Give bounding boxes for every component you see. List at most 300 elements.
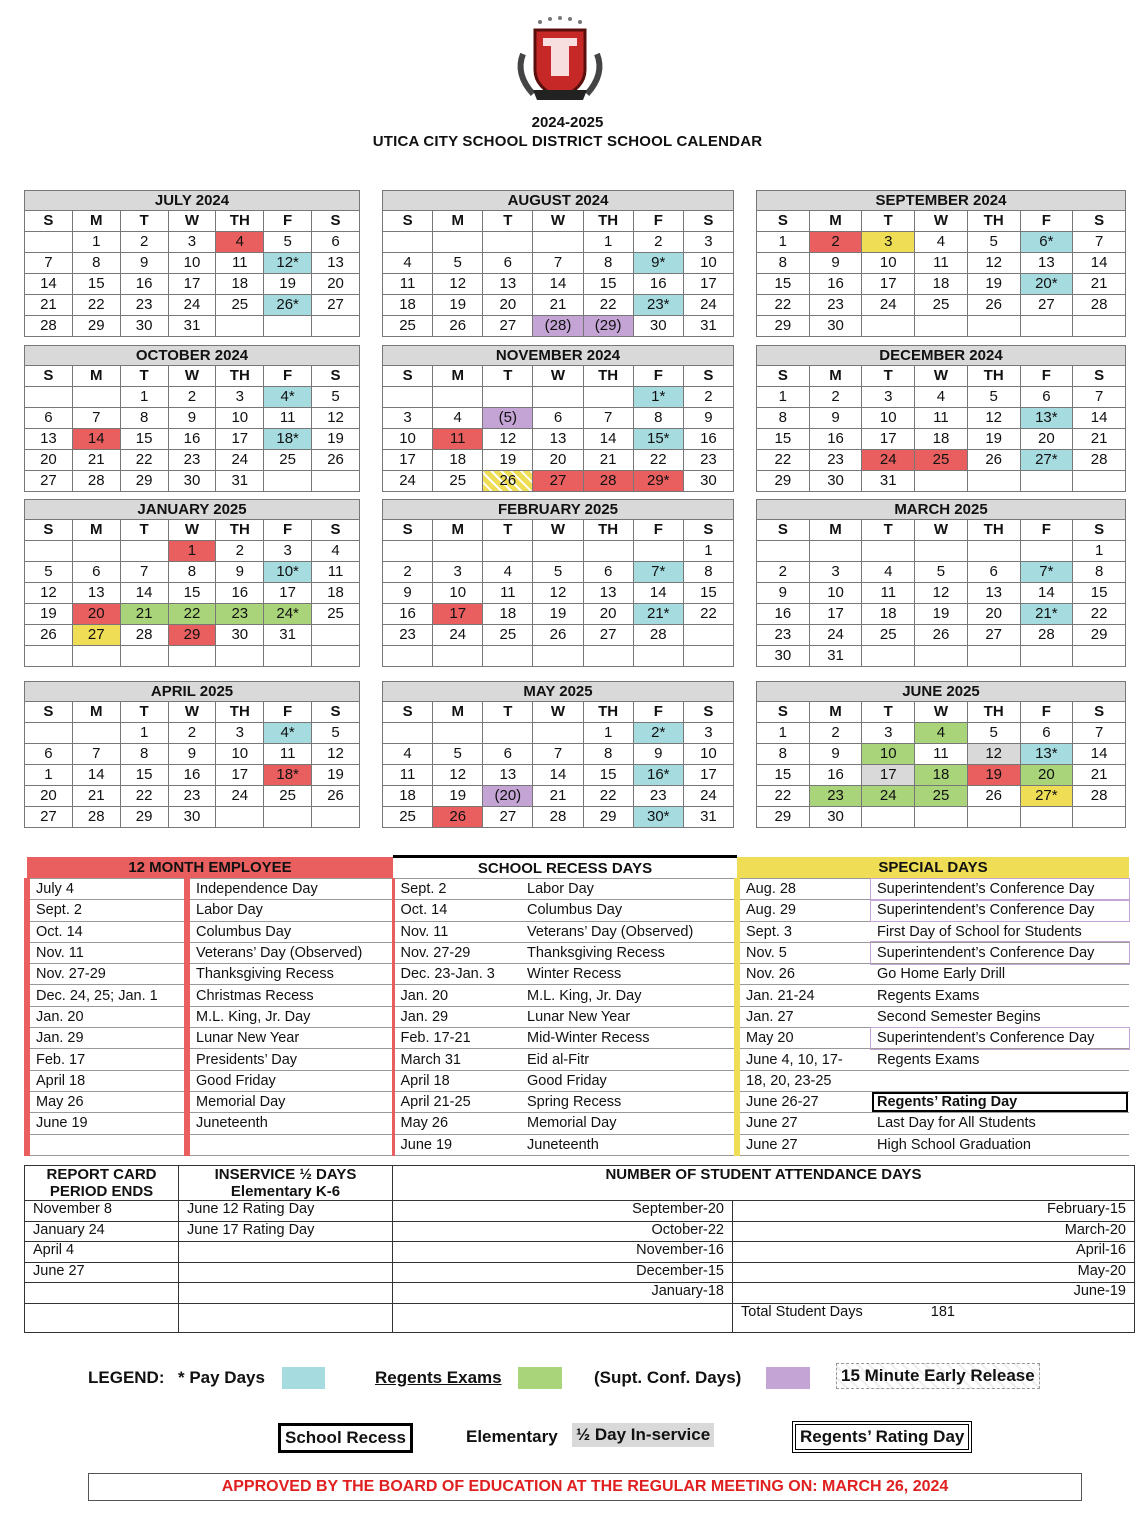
calendar-day: 23	[383, 625, 433, 646]
inservice-day: June 12 Rating Day	[179, 1201, 393, 1222]
attendance-month: January-18	[393, 1283, 733, 1304]
calendar-day: 6*	[1020, 232, 1073, 253]
calendar-day: 6	[483, 744, 533, 765]
month-december-2024	[756, 345, 1126, 492]
calendar-day: 22	[120, 786, 168, 807]
month-february-2025	[382, 499, 734, 667]
special-event: Regents’ Rating Day	[871, 1091, 1129, 1112]
calendar-day	[533, 541, 583, 562]
employee-holiday: Lunar New Year	[187, 1028, 393, 1049]
weekday-header: TH	[583, 520, 633, 541]
report-card-date: January 24	[25, 1221, 179, 1242]
calendar-day: 21	[72, 786, 120, 807]
calendar-day: 11	[216, 253, 264, 274]
calendar-day: 26	[967, 450, 1020, 471]
weekday-header: M	[433, 702, 483, 723]
total-days-label: Total Student Days	[741, 1303, 863, 1320]
calendar-day: 5	[312, 387, 360, 408]
calendar-day: 11	[915, 408, 968, 429]
recess-name: Juneteenth	[521, 1134, 737, 1155]
calendar-day	[915, 541, 968, 562]
report-empty-cell	[25, 1303, 179, 1332]
calendar-day: 3	[168, 232, 216, 253]
calendar-day: 26*	[264, 295, 312, 316]
calendar-day: 25	[915, 450, 968, 471]
weekday-header: F	[264, 520, 312, 541]
weekday-header: W	[168, 702, 216, 723]
calendar-day: 2	[168, 723, 216, 744]
calendar-day: 10	[683, 744, 733, 765]
weekday-header: F	[633, 702, 683, 723]
calendar-day: 6	[312, 232, 360, 253]
calendar-day: 4	[483, 562, 533, 583]
calendar-day: 8	[757, 744, 810, 765]
calendar-day: 9	[383, 583, 433, 604]
calendar-day	[683, 646, 733, 667]
attendance-month: April-16	[733, 1242, 1135, 1263]
month-july-2024	[24, 190, 360, 337]
calendar-day: 23	[633, 786, 683, 807]
calendar-day: 17	[383, 450, 433, 471]
calendar-day: 30	[809, 316, 862, 337]
attendance-month: February-15	[733, 1201, 1135, 1222]
weekday-header: M	[72, 366, 120, 387]
attendance-month: September-20	[393, 1201, 733, 1222]
weekday-header: S	[312, 702, 360, 723]
calendar-day: 30	[757, 646, 810, 667]
recess-name: Columbus Day	[521, 900, 737, 921]
calendar-day: 6	[1020, 723, 1073, 744]
weekday-header: T	[862, 520, 915, 541]
month-title: MAY 2025	[382, 681, 734, 701]
calendar-day: 24*	[264, 604, 312, 625]
calendar-day	[72, 541, 120, 562]
calendar-day: 31	[216, 471, 264, 492]
special-date: June 27	[737, 1134, 871, 1155]
calendar-day	[967, 646, 1020, 667]
calendar-day: 15	[168, 583, 216, 604]
calendar-day: 20	[533, 450, 583, 471]
calendar-day: 6	[25, 408, 73, 429]
calendar-day	[383, 387, 433, 408]
calendar-day: 11	[433, 429, 483, 450]
weekday-header: S	[25, 366, 73, 387]
calendar-day: 16	[757, 604, 810, 625]
weekday-header: T	[120, 702, 168, 723]
calendar-day: 4	[383, 744, 433, 765]
calendar-day: (5)	[483, 408, 533, 429]
weekday-header: S	[312, 211, 360, 232]
weekday-header: W	[533, 520, 583, 541]
employee-holiday: Juneteenth	[187, 1113, 393, 1134]
employee-date: Feb. 17	[27, 1049, 187, 1070]
calendar-day: 26	[312, 786, 360, 807]
calendar-day: 12	[25, 583, 73, 604]
calendar-day: 13*	[1020, 408, 1073, 429]
employee-date	[27, 1134, 187, 1155]
calendar-day: 7*	[1020, 562, 1073, 583]
calendar-day: 10	[683, 253, 733, 274]
calendar-day: 29	[120, 471, 168, 492]
calendar-day	[383, 232, 433, 253]
approval-footer: APPROVED BY THE BOARD OF EDUCATION AT THE REGULAR MEETING ON: MARCH 26, 2024	[88, 1473, 1082, 1501]
report-card-date: April 4	[25, 1242, 179, 1263]
calendar-day: 27	[72, 625, 120, 646]
calendar-day	[72, 646, 120, 667]
calendar-day: 5	[433, 744, 483, 765]
calendar-day: 25	[312, 604, 360, 625]
inservice-day	[179, 1262, 393, 1283]
calendar-day: 21	[25, 295, 73, 316]
employee-holiday: Independence Day	[187, 879, 393, 900]
calendar-day: 6	[967, 562, 1020, 583]
calendar-day: 8	[120, 744, 168, 765]
calendar-day: 28	[72, 807, 120, 828]
school-year: 2024-2025	[531, 114, 604, 131]
calendar-day	[583, 646, 633, 667]
attendance-table	[24, 1165, 1135, 1333]
calendar-day: 18	[915, 765, 968, 786]
special-date: June 26-27	[737, 1091, 871, 1112]
calendar-day: 26	[312, 450, 360, 471]
employee-date: Jan. 20	[27, 1006, 187, 1027]
calendar-day: 1	[583, 723, 633, 744]
calendar-day: 16	[168, 765, 216, 786]
calendar-day: 15*	[633, 429, 683, 450]
calendar-day: 20	[1020, 429, 1073, 450]
calendar-day: 24	[683, 786, 733, 807]
calendar-day: 22	[633, 450, 683, 471]
calendar-day: 30*	[633, 807, 683, 828]
calendar-day: 17	[809, 604, 862, 625]
legend-supt-conf: (Supt. Conf. Days)	[594, 1368, 742, 1387]
weekday-header: F	[264, 702, 312, 723]
employee-date: July 4	[27, 879, 187, 900]
inservice-header-line1: INSERVICE ½ DAYS	[214, 1166, 357, 1183]
calendar-day: 19	[25, 604, 73, 625]
weekday-header: S	[683, 211, 733, 232]
calendar-day: 21	[72, 450, 120, 471]
weekday-header: T	[483, 366, 533, 387]
month-title: SEPTEMBER 2024	[756, 190, 1126, 210]
calendar-day	[967, 807, 1020, 828]
calendar-day: 24	[862, 786, 915, 807]
calendar-day: 18*	[264, 765, 312, 786]
calendar-day	[25, 541, 73, 562]
special-event: Superintendent’s Conference Day	[871, 942, 1129, 963]
calendar-day: 27	[312, 295, 360, 316]
calendar-day	[1020, 471, 1073, 492]
month-title: JUNE 2025	[756, 681, 1126, 701]
calendar-day: 6	[483, 253, 533, 274]
calendar-day	[25, 387, 73, 408]
calendar-day: 1	[72, 232, 120, 253]
employee-holiday: Columbus Day	[187, 921, 393, 942]
calendar-day: 10*	[264, 562, 312, 583]
special-date: Jan. 27	[737, 1006, 871, 1027]
special-date: 18, 20, 23-25	[737, 1070, 871, 1091]
weekday-header: S	[683, 366, 733, 387]
calendar-day: 7	[25, 253, 73, 274]
calendar-day	[383, 646, 433, 667]
special-event: Superintendent’s Conference Day	[871, 900, 1129, 921]
calendar-day: 3	[683, 723, 733, 744]
calendar-day: 12	[312, 408, 360, 429]
calendar-day: 11	[264, 744, 312, 765]
employee-date: Nov. 11	[27, 942, 187, 963]
weekday-header: F	[1020, 366, 1073, 387]
weekday-header: S	[383, 211, 433, 232]
calendar-day	[1020, 541, 1073, 562]
calendar-day: 23	[120, 295, 168, 316]
calendar-day: 25	[483, 625, 533, 646]
calendar-day: 3	[683, 232, 733, 253]
legend-early-release: 15 Minute Early Release	[836, 1363, 1040, 1389]
calendar-day: 9	[120, 253, 168, 274]
calendar-day: 17	[264, 583, 312, 604]
calendar-day: 9	[168, 408, 216, 429]
total-days-cell	[733, 1303, 1135, 1332]
calendar-day: 1	[757, 723, 810, 744]
calendar-day: 27*	[1020, 450, 1073, 471]
calendar-day: 12	[915, 583, 968, 604]
calendar-day: 17	[216, 765, 264, 786]
legend-rating-day: Regents’ Rating Day	[792, 1421, 972, 1453]
special-event	[871, 1070, 1129, 1091]
weekday-header: S	[383, 366, 433, 387]
calendar-day: 24	[809, 625, 862, 646]
recess-date: Oct. 14	[393, 900, 521, 921]
calendar-day: 18	[915, 274, 968, 295]
calendar-day: 16	[809, 274, 862, 295]
weekday-header: T	[862, 366, 915, 387]
calendar-day	[120, 541, 168, 562]
calendar-day: 13	[25, 429, 73, 450]
recess-date: March 31	[393, 1049, 521, 1070]
weekday-header: S	[757, 211, 810, 232]
calendar-day: 29	[72, 316, 120, 337]
calendar-day: 25	[915, 295, 968, 316]
calendar-day: 10	[168, 253, 216, 274]
calendar-day: 9	[809, 744, 862, 765]
month-title: MARCH 2025	[756, 499, 1126, 519]
calendar-day: 14	[1020, 583, 1073, 604]
calendar-day: 19	[967, 429, 1020, 450]
calendar-day: 22	[120, 450, 168, 471]
weekday-header: T	[483, 211, 533, 232]
calendar-day: 28	[72, 471, 120, 492]
recess-name: Lunar New Year	[521, 1006, 737, 1027]
calendar-day	[533, 387, 583, 408]
calendar-day: 3	[809, 562, 862, 583]
calendar-day: 23	[757, 625, 810, 646]
calendar-day: 12	[433, 765, 483, 786]
calendar-day: 15	[583, 765, 633, 786]
weekday-header: S	[25, 702, 73, 723]
calendar-day: 3	[264, 541, 312, 562]
legend-half-day-inservice: ½ Day In-service	[572, 1423, 714, 1447]
calendar-day	[533, 646, 583, 667]
month-title: NOVEMBER 2024	[382, 345, 734, 365]
calendar-day: 14	[533, 274, 583, 295]
weekday-header: M	[72, 520, 120, 541]
calendar-day: 19	[533, 604, 583, 625]
calendar-day	[967, 316, 1020, 337]
calendar-day: 2	[120, 232, 168, 253]
weekday-header: S	[683, 520, 733, 541]
recess-date: Feb. 17-21	[393, 1028, 521, 1049]
calendar-day: 2*	[633, 723, 683, 744]
calendar-day: 6	[25, 744, 73, 765]
calendar-day: 8	[583, 253, 633, 274]
calendar-day: 9	[168, 744, 216, 765]
weekday-header: M	[809, 702, 862, 723]
calendar-day: 29	[168, 625, 216, 646]
calendar-day	[1073, 807, 1126, 828]
calendar-day: 23	[809, 786, 862, 807]
calendar-day: 19	[967, 765, 1020, 786]
special-event: Go Home Early Drill	[871, 964, 1129, 985]
calendar-day	[312, 625, 360, 646]
calendar-day: 24	[168, 295, 216, 316]
calendar-day: 22	[168, 604, 216, 625]
calendar-day: 22	[583, 295, 633, 316]
calendar-day	[264, 316, 312, 337]
calendar-day: 4*	[264, 387, 312, 408]
special-event: Superintendent’s Conference Day	[871, 1028, 1129, 1049]
calendar-day	[216, 316, 264, 337]
report-card-header	[25, 1166, 179, 1201]
calendar-day: 16	[683, 429, 733, 450]
calendar-day: 19	[312, 765, 360, 786]
recess-header: SCHOOL RECESS DAYS	[393, 857, 737, 879]
calendar-day: 10	[862, 744, 915, 765]
calendar-day	[862, 541, 915, 562]
calendar-day	[583, 541, 633, 562]
calendar-day: 4	[312, 541, 360, 562]
calendar-day: 1	[120, 723, 168, 744]
calendar-day: 9	[809, 253, 862, 274]
weekday-header: S	[312, 520, 360, 541]
calendar-day: 2	[383, 562, 433, 583]
recess-date: April 18	[393, 1070, 521, 1091]
calendar-day: 9*	[633, 253, 683, 274]
employee-date: Dec. 24, 25; Jan. 1	[27, 985, 187, 1006]
recess-date: Nov. 27-29	[393, 942, 521, 963]
calendar-day: 21*	[1020, 604, 1073, 625]
calendar-day: 14	[72, 429, 120, 450]
weekday-header: TH	[967, 702, 1020, 723]
weekday-header: F	[264, 366, 312, 387]
weekday-header: TH	[583, 211, 633, 232]
month-october-2024	[24, 345, 360, 492]
weekday-header: TH	[967, 366, 1020, 387]
calendar-day: 29*	[633, 471, 683, 492]
calendar-day	[433, 723, 483, 744]
calendar-day: 22	[72, 295, 120, 316]
calendar-day	[633, 541, 683, 562]
employee-holiday	[187, 1134, 393, 1155]
calendar-day: 2	[683, 387, 733, 408]
employee-holiday: Christmas Recess	[187, 985, 393, 1006]
calendar-day: 5	[967, 232, 1020, 253]
calendar-day: 3	[433, 562, 483, 583]
attendance-month: March-20	[733, 1221, 1135, 1242]
calendar-day: 9	[216, 562, 264, 583]
weekday-header: S	[1073, 520, 1126, 541]
calendar-day	[915, 471, 968, 492]
calendar-day: 4*	[264, 723, 312, 744]
calendar-day: 20*	[1020, 274, 1073, 295]
calendar-day: 10	[433, 583, 483, 604]
calendar-day: 21	[1073, 274, 1126, 295]
employee-date: April 18	[27, 1070, 187, 1091]
recess-name: Winter Recess	[521, 964, 737, 985]
month-june-2025	[756, 681, 1126, 828]
employee-header: 12 MONTH EMPLOYEE	[27, 857, 393, 879]
calendar-day: 18	[312, 583, 360, 604]
calendar-day: (28)	[533, 316, 583, 337]
calendar-day	[862, 646, 915, 667]
calendar-day: 19	[312, 429, 360, 450]
calendar-day: 20	[967, 604, 1020, 625]
calendar-day: 11	[383, 765, 433, 786]
calendar-day	[483, 723, 533, 744]
calendar-day	[533, 232, 583, 253]
special-date: June 4, 10, 17-	[737, 1049, 871, 1070]
weekday-header: T	[120, 211, 168, 232]
recess-name: Spring Recess	[521, 1091, 737, 1112]
calendar-day: 13	[533, 429, 583, 450]
calendar-day: 17	[683, 274, 733, 295]
recess-date: Dec. 23-Jan. 3	[393, 964, 521, 985]
calendar-day: 23*	[633, 295, 683, 316]
calendar-day: 27	[583, 625, 633, 646]
weekday-header: F	[1020, 520, 1073, 541]
calendar-day: 19	[483, 450, 533, 471]
calendar-day	[483, 541, 533, 562]
calendar-day: 30	[683, 471, 733, 492]
calendar-day: 18	[862, 604, 915, 625]
calendar-day: 7	[72, 408, 120, 429]
calendar-day: 9	[683, 408, 733, 429]
calendar-day: 19	[433, 295, 483, 316]
special-date: Nov. 5	[737, 942, 871, 963]
calendar-day: 28	[1073, 450, 1126, 471]
calendar-day: 16*	[633, 765, 683, 786]
calendar-day: 6	[533, 408, 583, 429]
inservice-day: June 17 Rating Day	[179, 1221, 393, 1242]
calendar-day	[1073, 471, 1126, 492]
calendar-day: 7	[533, 253, 583, 274]
calendar-day: 14	[72, 765, 120, 786]
calendar-day: 28	[533, 807, 583, 828]
employee-date: Nov. 27-29	[27, 964, 187, 985]
weekday-header: TH	[583, 366, 633, 387]
weekday-header: W	[533, 702, 583, 723]
calendar-day: 10	[383, 429, 433, 450]
legend-elementary: Elementary	[466, 1427, 558, 1446]
weekday-header: F	[1020, 702, 1073, 723]
district-logo	[505, 14, 615, 106]
weekday-header: S	[25, 211, 73, 232]
recess-name: Good Friday	[521, 1070, 737, 1091]
weekday-header: F	[1020, 211, 1073, 232]
calendar-day: 25	[264, 786, 312, 807]
weekday-header: S	[683, 702, 733, 723]
special-event: First Day of School for Students	[871, 921, 1129, 942]
special-event: High School Graduation	[871, 1134, 1129, 1155]
